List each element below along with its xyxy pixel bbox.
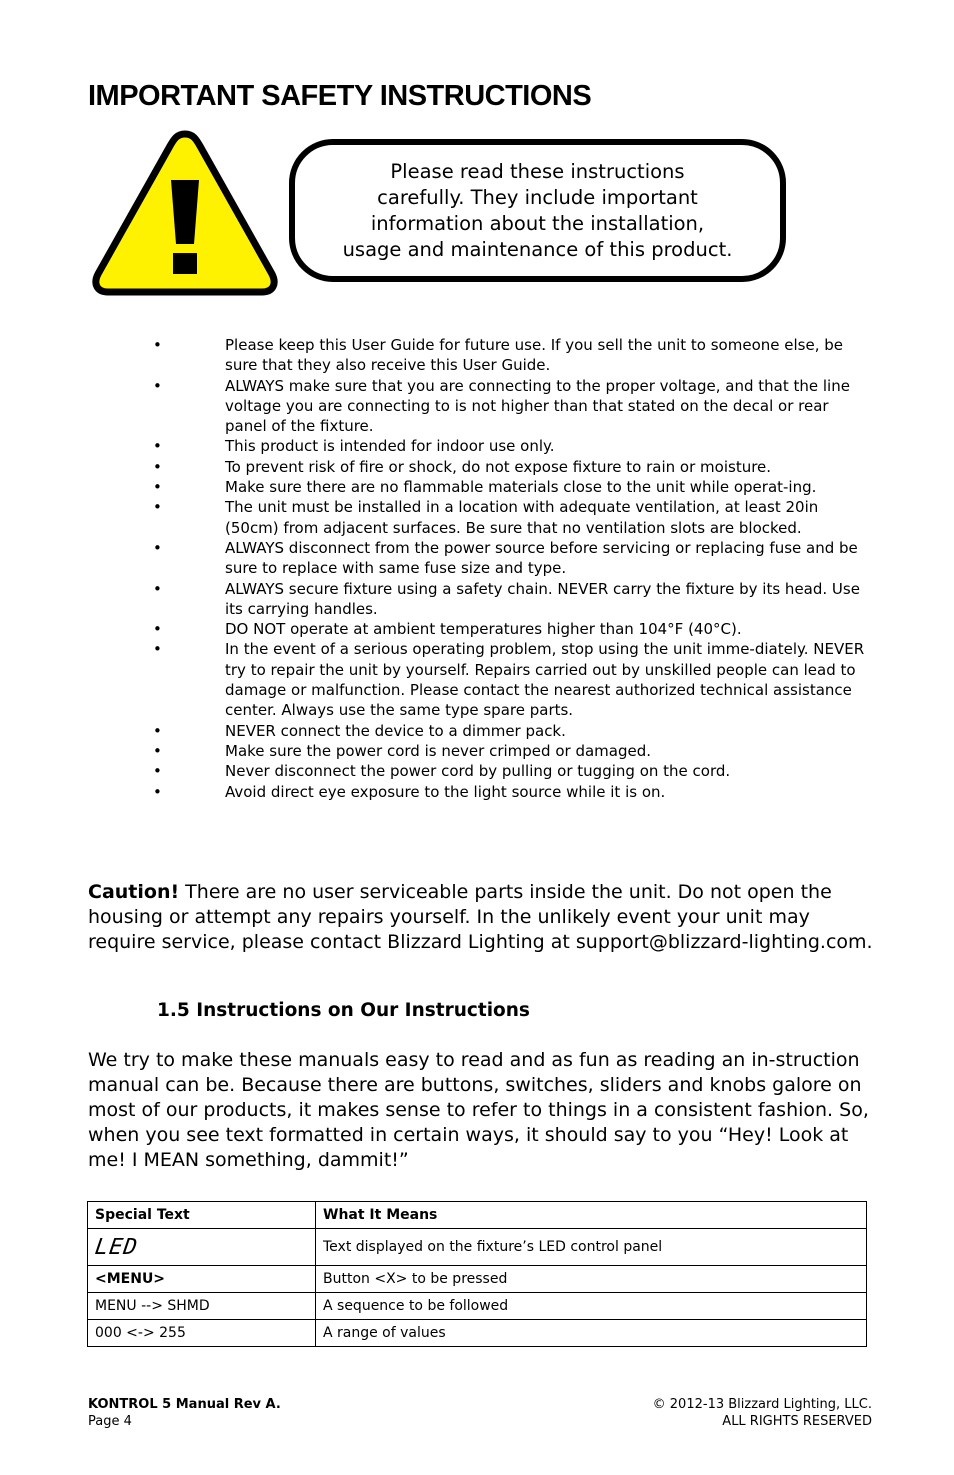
table-header-row — [88, 1202, 867, 1229]
list-item: • DO NOT operate at ambient temperatures higher than 104°F (40°C). — [153, 620, 742, 639]
list-item: • To prevent risk of fire or shock, do not expose fixture to rain or moisture. — [153, 457, 772, 476]
list-item: • Never disconnect the power cord by pulling or tugging on the cord. — [153, 762, 731, 781]
list-item: • Make sure there are no flammable materials close to the unit while operat-ing. — [153, 478, 817, 497]
document-title: KONTROL 5 Manual Rev A. — [88, 1397, 281, 1412]
section-heading: 1.5 Instructions on Our Instructions — [157, 1000, 530, 1021]
list-item: • Please keep this User Guide for future use. If you sell the unit to someone else, be sure that they also receive this User Guide. — [153, 336, 843, 375]
table-row — [88, 1293, 867, 1320]
page-title: IMPORTANT SAFETY INSTRUCTIONS — [88, 80, 592, 112]
list-item: • The unit must be installed in a location with adequate ventilation, at least 20in (50cm) from adjacent surfaces. Be sure that no ventilation slots are blocked. — [153, 498, 819, 537]
special-text-table — [87, 1201, 867, 1347]
table-row — [88, 1266, 867, 1293]
table-cell: Text displayed on the fixture’s LED control panel — [316, 1229, 867, 1266]
caution-paragraph — [88, 880, 878, 955]
table-cell: <MENU> — [88, 1266, 316, 1293]
notice-text: Please read these instructions carefully. They include important information about the installation, usage and maintenance of this product. — [342, 159, 733, 261]
table-cell: A range of values — [316, 1320, 867, 1347]
list-item: • Avoid direct eye exposure to the light source while it is on. — [153, 782, 666, 801]
list-item: • Make sure the power cord is never crimped or damaged. — [153, 741, 651, 760]
copyright: © 2012-13 Blizzard Lighting, LLC. — [652, 1397, 872, 1412]
table-row — [88, 1320, 867, 1347]
list-item: • This product is intended for indoor use only. — [153, 437, 555, 456]
section-body: We try to make these manuals easy to read and as fun as reading an in-struction manual can be. Because there are buttons, switches, sliders and knobs galore on most of our products, it makes sense to refer to things in a consistent fashion. So, when you see text formatted in certain ways, it should say to you “Hey! Look at me! I MEAN something, dammit!” — [88, 1049, 869, 1171]
column-header: What It Means — [316, 1202, 867, 1229]
list-item: • NEVER connect the device to a dimmer pack. — [153, 721, 566, 740]
table-cell: MENU --> SHMD — [88, 1293, 316, 1320]
footer-left — [88, 1396, 281, 1430]
footer-right — [653, 1396, 872, 1430]
list-item: • ALWAYS disconnect from the power source before servicing or replacing fuse and be sure to replace with same fuse size and type. — [153, 538, 858, 578]
read-instructions-notice — [289, 139, 786, 282]
column-header: Special Text — [88, 1202, 316, 1229]
caution-label: Caution! — [88, 881, 180, 903]
table-cell: Button <X> to be pressed — [316, 1266, 867, 1293]
page-number: Page 4 — [88, 1414, 132, 1429]
table-cell: A sequence to be followed — [316, 1293, 867, 1320]
table-row — [88, 1229, 867, 1266]
list-item: • ALWAYS secure fixture using a safety chain. NEVER carry the fixture by its head. Use its carrying handles. — [153, 579, 860, 618]
table-cell — [88, 1229, 316, 1266]
safety-list — [150, 335, 870, 802]
list-item: • In the event of a serious operating problem, stop using the unit imme-diately. NEVER try to repair the unit by yourself. Repairs carried out by unskilled people can lead to damage or malfunction. Please contact the nearest authorized technical assistance center. Always use the same type spare parts. — [153, 640, 865, 720]
warning-triangle-icon — [92, 128, 278, 296]
rights-reserved: ALL RIGHTS RESERVED — [722, 1414, 872, 1429]
caution-text: There are no user serviceable parts inside the unit. Do not open the housing or attempt any repairs yourself. In the unlikely event your unit may require service, please contact Blizzard Lighting at support@blizzard-lighting.com. — [88, 881, 873, 953]
led-display-text: LED — [93, 1234, 140, 1260]
list-item: • ALWAYS make sure that you are connecting to the proper voltage, and that the line voltage you are connecting to is not higher than that stated on the decal or rear panel of the fixture. — [153, 376, 850, 436]
table-cell: 000 <-> 255 — [88, 1320, 316, 1347]
